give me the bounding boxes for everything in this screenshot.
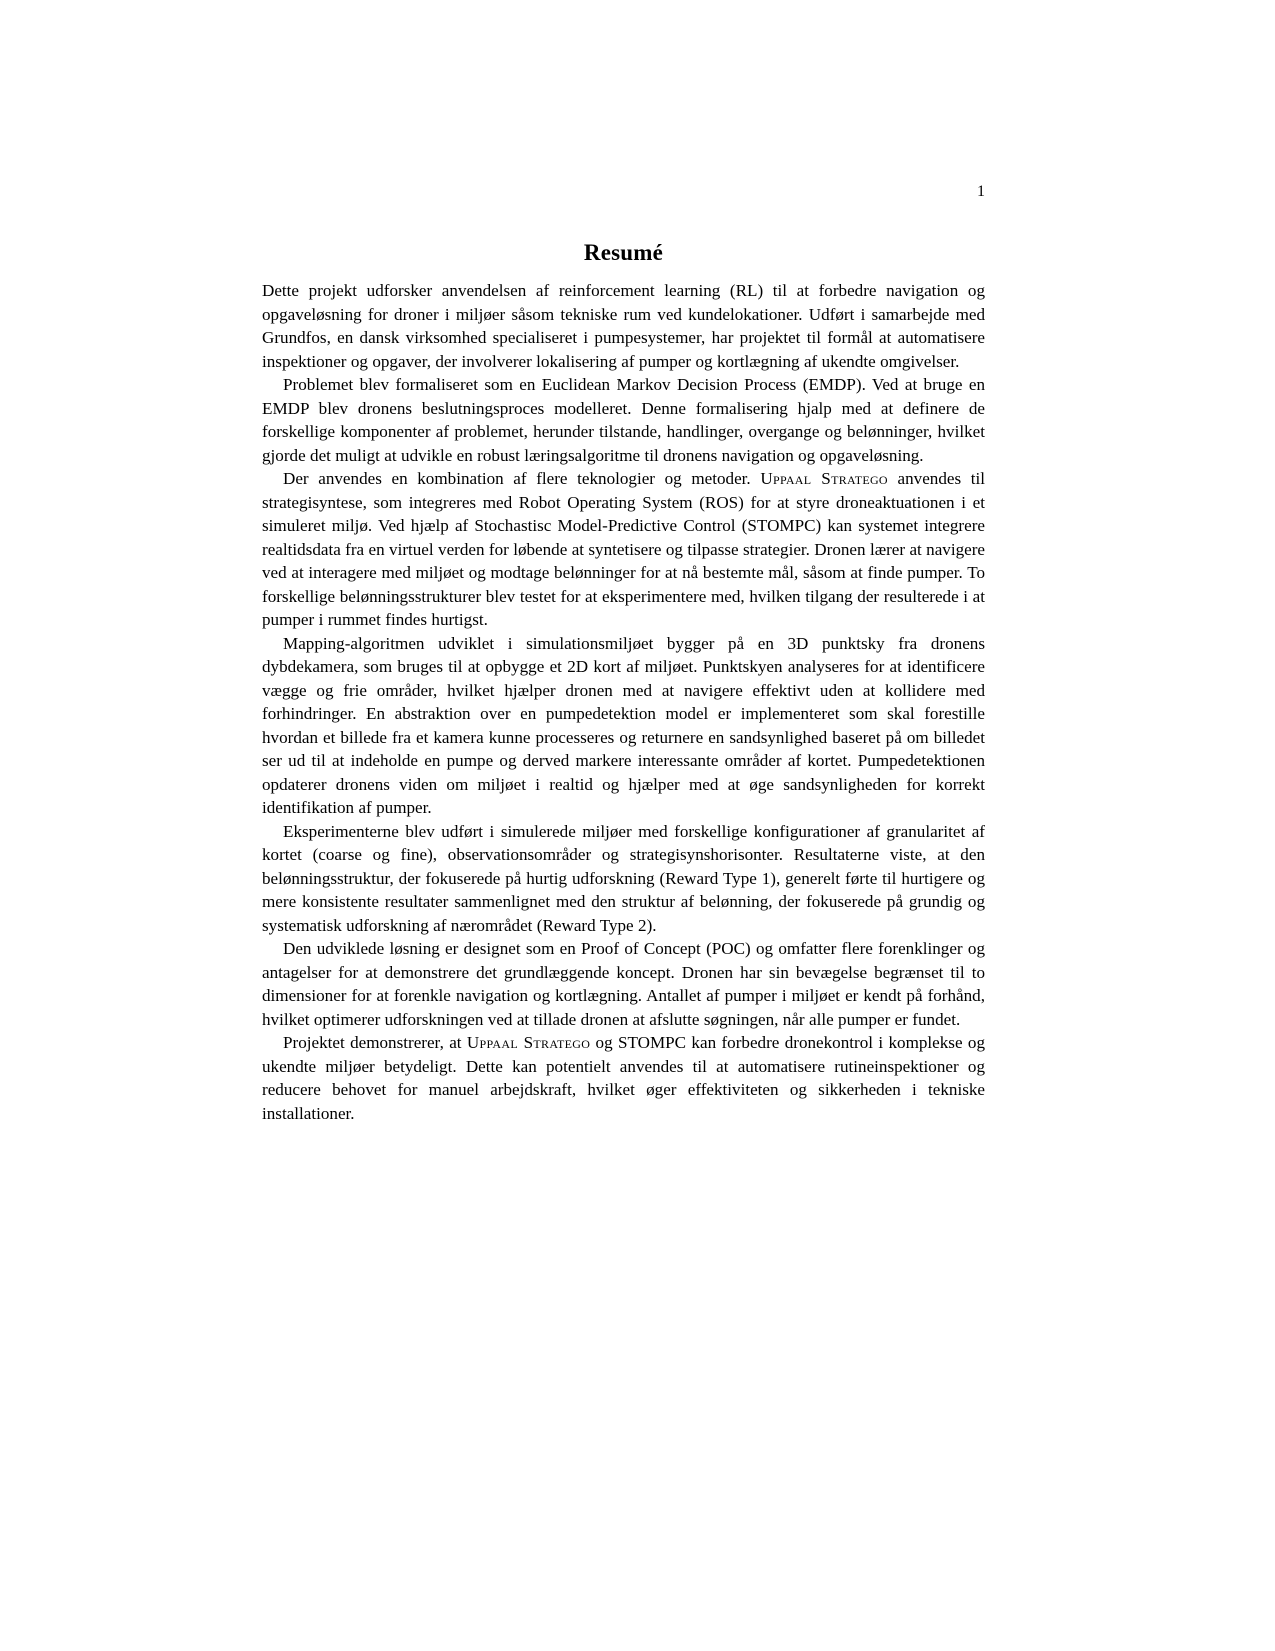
abstract-body [262, 279, 985, 1125]
paragraph-text-before: Projektet demonstrerer, at [283, 1033, 467, 1052]
paragraph-4 [262, 632, 985, 820]
paragraph-text: Dette projekt udforsker anvendelsen af reinforcement learning (RL) til at forbedre navigation og opgaveløsning for droner i miljøer såsom tekniske rum ved kundelokationer. Udført i samarbejde med Grundfos, en dansk virksomhed specialiseret i pumpesystemer, har projektet til formål at automatisere inspektioner og opgaver, der involverer lokalisering af pumper og kortlægning af ukendte omgivelser. [262, 281, 985, 371]
paragraph-text-before: Der anvendes en kombination af flere teknologier og metoder. [283, 469, 761, 488]
paragraph-text-after: og STOMPC kan forbedre dronekontrol i komplekse og ukendte miljøer betydeligt. Dette kan potentielt anvendes til at automatisere rutineinspektioner og reducere behovet for manuel arbejdskraft, hvilket øger effektiviteten og sikkerheden i tekniske installationer. [262, 1033, 985, 1123]
uppaal-stratego-smallcaps: Uppaal Stratego [760, 469, 888, 488]
paragraph-text: Den udviklede løsning er designet som en Proof of Concept (POC) og omfatter flere forenklinger og antagelser for at demonstrere det grundlæggende koncept. Dronen har sin bevægelse begrænset til to dimensioner for at forenkle navigation og kortlægning. Antallet af pumper i miljøet er kendt på forhånd, hvilket optimerer udforskningen ved at tillade dronen at afslutte søgningen, når alle pumper er fundet. [262, 939, 985, 1029]
paragraph-5 [262, 820, 985, 938]
uppaal-stratego-smallcaps: Uppaal Stratego [466, 1033, 591, 1052]
paragraph-7 [262, 1031, 985, 1125]
paragraph-text: Problemet blev formaliseret som en Euclidean Markov Decision Process (EMDP). Ved at bruge en EMDP blev dronens beslutningsproces modelleret. Denne formalisering hjalp med at definere de forskellige komponenter af problemet, herunder tilstande, handlinger, overgange og belønninger, hvilket gjorde det muligt at udvikle en robust læringsalgoritme til dronens navigation og opgaveløsning. [262, 375, 985, 465]
paragraph-2 [262, 373, 985, 467]
page-title: Resumé [583, 240, 664, 266]
paragraph-text-after: anvendes til strategisyntese, som integreres med Robot Operating System (ROS) for at styre droneaktuationen i et simuleret miljø. Ved hjælp af Stochastisc Model-Predictive Control (STOMPC) kan systemet integrere realtidsdata fra en virtuel verden for løbende at syntetisere og tilpasse strategier. Dronen lærer at navigere ved at interagere med miljøet og modtage belønninger for at nå bestemte mål, såsom at finde pumper. To forskellige belønningsstrukturer blev testet for at eksperimentere med, hvilken tilgang der resulterede i at pumper i rummet findes hurtigst. [262, 469, 986, 629]
paragraph-text: Eksperimenterne blev udført i simulerede miljøer med forskellige konfigurationer af granularitet af kortet (coarse og fine), observationsområder og strategisynshorisonter. Resultaterne viste, at den belønningsstruktur, der fokuserede på hurtig udforskning (Reward Type 1), generelt førte til hurtigere og mere konsistente resultater sammenlignet med den struktur af belønning, der fokuserede på grundig og systematisk udforskning af nærområdet (Reward Type 2). [262, 821, 985, 935]
paragraph-3 [262, 467, 985, 632]
paragraph-6 [262, 937, 985, 1031]
page-number: 1 [977, 183, 985, 200]
paragraph-text: Mapping-algoritmen udviklet i simulationsmiljøet bygger på en 3D punktsky fra dronens dybdekamera, som bruges til at opbygge et 2D kort af miljøet. Punktskyen analyseres for at identificere vægge og frie områder, hvilket hjælper dronen med at navigere effektivt uden at kollidere med forhindringer. En abstraktion over en pumpedetektion model er implementeret som skal forestille hvordan et billede fra et kamera kunne processeres og returnere en sandsynlighed baseret på om billedet ser ud til at indeholde en pumpe og derved markere interessante områder af kortet. Pumpedetektionen opdaterer dronens viden om miljøet i realtid og hjælper med at øge sandsynligheden for korrekt identifikation af pumper. [262, 633, 985, 817]
paragraph-1 [262, 279, 985, 373]
